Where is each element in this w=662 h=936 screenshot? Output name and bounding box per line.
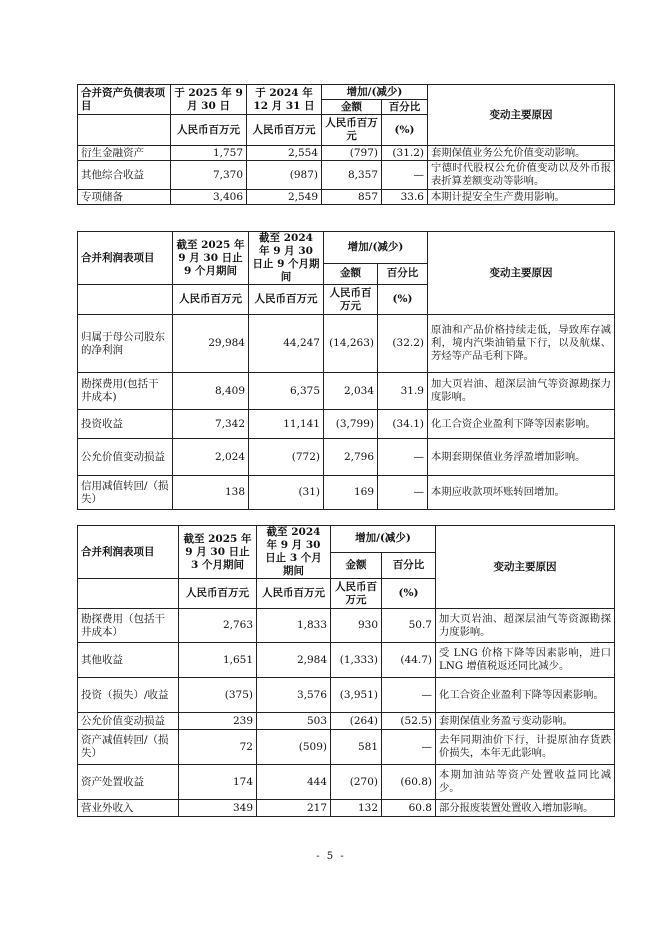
unit-col1: 人民币百万元 [179, 579, 257, 609]
row-value-1: 2,763 [179, 609, 257, 643]
row-value-2: 1,833 [257, 609, 331, 643]
table-row [78, 146, 615, 161]
row-amount: (3,951) [331, 678, 382, 713]
row-value-1: 72 [179, 730, 257, 765]
table-row [78, 713, 615, 730]
table-row [78, 315, 615, 373]
row-value-1: 239 [179, 713, 257, 730]
unit-amount: 人民币百万元 [324, 285, 378, 315]
unit-col2: 人民币百万元 [249, 285, 324, 315]
row-item: 其他收益 [78, 643, 179, 678]
table-row [78, 730, 615, 765]
row-amount: (264) [331, 713, 382, 730]
header-amount: 金额 [331, 552, 382, 579]
profit-9m-table [77, 231, 615, 510]
row-item: 投资收益 [78, 410, 173, 439]
header-col1: 截至 2025 年 9 月 30 日止 3 个月期间 [179, 526, 257, 579]
row-reason: 去年同期油价下行，计提原油存货跌价损失，本年无此影响。 [436, 730, 615, 765]
header-item: 合并利润表项目 [78, 232, 173, 285]
unit-percent: (%) [382, 115, 428, 146]
row-amount: (797) [322, 146, 382, 161]
header-amount: 金额 [322, 100, 382, 115]
row-value-2: 11,141 [249, 410, 324, 439]
row-item: 勘探费用(包括干井成本) [78, 373, 173, 410]
row-amount: 132 [331, 800, 382, 817]
row-reason: 加大页岩油、超深层油气等资源勘探力度影响。 [436, 609, 615, 643]
row-percent: (34.1) [378, 410, 428, 439]
row-amount: (3,799) [324, 410, 378, 439]
row-percent: (31.2) [382, 146, 428, 161]
row-reason: 本期加油站等资产处置收益同比减少。 [436, 765, 615, 800]
row-value-1: 29,984 [173, 315, 249, 373]
row-item: 公允价值变动损益 [78, 439, 173, 476]
row-amount: (1,333) [331, 643, 382, 678]
row-percent: (32.2) [378, 315, 428, 373]
row-item: 专项储备 [78, 190, 171, 205]
row-value-2: 2,554 [247, 146, 322, 161]
row-amount: 8,357 [322, 161, 382, 190]
row-percent: (52.5) [382, 713, 436, 730]
table-row [78, 476, 615, 510]
row-value-2: 503 [257, 713, 331, 730]
row-reason: 原油和产品价格持续走低，导致库存减利，境内汽柴油销量下行，以及航煤、芳烃等产品毛利下降。 [428, 315, 615, 373]
row-percent: 31.9 [378, 373, 428, 410]
row-value-2: (772) [249, 439, 324, 476]
unit-percent: (%) [382, 579, 436, 609]
row-value-1: 174 [179, 765, 257, 800]
header-col2: 截至 2024 年 9 月 30 日止 3 个月期间 [257, 526, 331, 579]
row-value-1: 138 [173, 476, 249, 510]
row-item: 勘探费用（包括干井成本） [78, 609, 179, 643]
unit-col1: 人民币百万元 [173, 285, 249, 315]
row-amount: 930 [331, 609, 382, 643]
row-amount: 2,796 [324, 439, 378, 476]
row-reason: 加大页岩油、超深层油气等资源勘探力度影响。 [428, 373, 615, 410]
row-value-1: 1,651 [179, 643, 257, 678]
header-item: 合并资产负债表项目 [78, 85, 171, 115]
row-value-2: 444 [257, 765, 331, 800]
row-reason: 部分报废装置处置收入增加影响。 [436, 800, 615, 817]
row-amount: (270) [331, 765, 382, 800]
header-item: 合并利润表项目 [78, 526, 179, 579]
row-value-1: (375) [179, 678, 257, 713]
row-value-1: 2,024 [173, 439, 249, 476]
row-item: 归属于母公司股东的净利润 [78, 315, 173, 373]
header-col1: 截至 2025 年 9 月 30 日止 9 个月期间 [173, 232, 249, 285]
row-amount: 2,034 [324, 373, 378, 410]
row-item: 资产减值转回/（损失） [78, 730, 179, 765]
header-percent: 百分比 [382, 552, 436, 579]
header-change: 增加/(减少) [331, 526, 436, 553]
row-amount: 857 [322, 190, 382, 205]
table-row [78, 439, 615, 476]
unit-col2: 人民币百万元 [247, 115, 322, 146]
row-percent: — [378, 439, 428, 476]
row-percent: — [382, 678, 436, 713]
row-percent: — [382, 730, 436, 765]
table-row [78, 643, 615, 678]
row-percent: 50.7 [382, 609, 436, 643]
table-row [78, 410, 615, 439]
row-percent: 60.8 [382, 800, 436, 817]
unit-col1: 人民币百万元 [171, 115, 247, 146]
row-value-1: 349 [179, 800, 257, 817]
table-row [78, 373, 615, 410]
table-row [78, 765, 615, 800]
row-reason: 套期保值业务盈亏变动影响。 [436, 713, 615, 730]
header-col1: 于 2025 年 9 月 30 日 [171, 85, 247, 115]
unit-amount: 人民币百万元 [322, 115, 382, 146]
row-value-1: 8,409 [173, 373, 249, 410]
row-reason: 化工合资企业盈利下降等因素影响。 [428, 410, 615, 439]
row-amount: 581 [331, 730, 382, 765]
row-value-2: (509) [257, 730, 331, 765]
header-percent: 百分比 [378, 263, 428, 284]
row-value-2: (987) [247, 161, 322, 190]
unit-col2: 人民币百万元 [257, 579, 331, 609]
row-reason: 本期计提安全生产费用影响。 [428, 190, 615, 205]
row-percent: (60.8) [382, 765, 436, 800]
row-reason: 受 LNG 价格下降等因素影响，进口 LNG 增值税返还同比减少。 [436, 643, 615, 678]
row-value-1: 3,406 [171, 190, 247, 205]
row-item: 信用减值转回/（损失） [78, 476, 173, 510]
row-value-2: 217 [257, 800, 331, 817]
unit-amount: 人民币百万元 [331, 579, 382, 609]
row-item: 投资（损失）/收益 [78, 678, 179, 713]
row-item: 其他综合收益 [78, 161, 171, 190]
header-change: 增加/(减少) [322, 85, 428, 100]
row-percent: 33.6 [382, 190, 428, 205]
row-item: 公允价值变动损益 [78, 713, 179, 730]
row-value-2: 3,576 [257, 678, 331, 713]
row-value-1: 7,342 [173, 410, 249, 439]
table-row [78, 609, 615, 643]
row-value-2: 2,549 [247, 190, 322, 205]
row-value-2: 6,375 [249, 373, 324, 410]
row-reason: 化工合资企业盈利下降等因素影响。 [436, 678, 615, 713]
header-col2: 截至 2024 年 9 月 30 日止 9 个月期间 [249, 232, 324, 285]
row-amount: (14,263) [324, 315, 378, 373]
row-reason: 宁德时代股权公允价值变动以及外币报表折算差额变动等影响。 [428, 161, 615, 190]
row-reason: 本期套期保值业务浮盈增加影响。 [428, 439, 615, 476]
row-item: 衍生金融资产 [78, 146, 171, 161]
row-value-1: 7,370 [171, 161, 247, 190]
header-reason: 变动主要原因 [428, 232, 615, 315]
row-percent: — [378, 476, 428, 510]
unit-percent: (%) [378, 285, 428, 315]
table-row [78, 161, 615, 190]
header-reason: 变动主要原因 [436, 526, 615, 609]
row-percent: — [382, 161, 428, 190]
row-value-1: 1,757 [171, 146, 247, 161]
table-row [78, 190, 615, 205]
row-percent: (44.7) [382, 643, 436, 678]
header-amount: 金额 [324, 263, 378, 284]
row-reason: 本期应收款项坏账转回增加。 [428, 476, 615, 510]
row-value-2: (31) [249, 476, 324, 510]
row-amount: 169 [324, 476, 378, 510]
row-value-2: 44,247 [249, 315, 324, 373]
row-item: 资产处置收益 [78, 765, 179, 800]
row-item: 营业外收入 [78, 800, 179, 817]
balance-sheet-table [77, 84, 615, 205]
header-percent: 百分比 [382, 100, 428, 115]
header-col2: 于 2024 年 12 月 31 日 [247, 85, 322, 115]
table-row [78, 678, 615, 713]
header-reason: 变动主要原因 [428, 85, 615, 146]
row-reason: 套期保值业务公允价值变动影响。 [428, 146, 615, 161]
page-number: - 5 - [316, 851, 346, 862]
profit-3m-table [77, 525, 615, 817]
row-value-2: 2,984 [257, 643, 331, 678]
table-row [78, 800, 615, 817]
header-change: 增加/(减少) [324, 232, 428, 264]
